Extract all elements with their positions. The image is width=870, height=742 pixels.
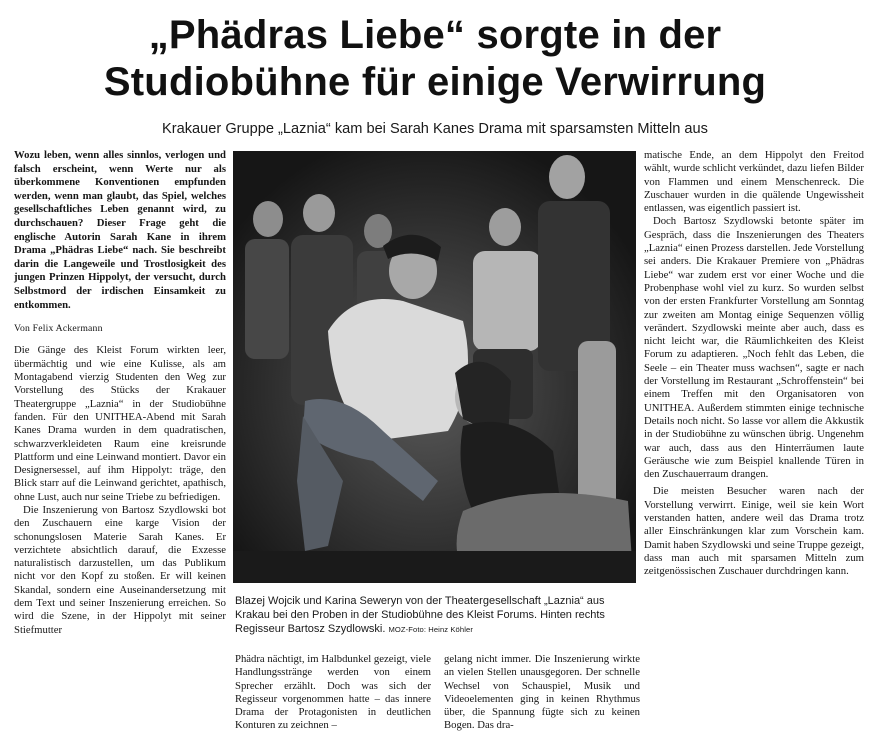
- photo: [233, 151, 636, 583]
- column-middle-right: [444, 653, 640, 733]
- subheadline: Krakauer Gruppe „Laznia“ kam bei Sarah Kanes Drama mit sparsamsten Mitteln aus: [162, 121, 708, 137]
- article-intro: Wozu leben, wenn alles sinnlos, verlogen und falsch erscheint, wenn Werte nur als überkommene Konventionen empfunden werden, wenn man glaubt, das Spiel, welches gesellschaftliches Leben genannt wird, zu durchschauen? Dieser Frage geht die englische Autorin Sarah Kane in ihrem Drama „Phädras Liebe“ nach. Sie beschreibt darin die Langeweile und Trostlosigkeit des jungen Prinzen Hippolyt, der versucht, durch Selbstmord der irdischen Einsamkeit zu entkommen.: [14, 149, 226, 311]
- col1-paragraph-1: Die Gänge des Kleist Forum wirkten leer, übermächtig und wie eine Kulisse, als am Montagabend vierzig Studenten den Weg zur Vorstellung des Stücks der Krakauer Theatergruppe „Laznia“ in der Studiobühne fanden. Für den UNITHEA-Abend mit Sarah Kanes Drama wurden in dem quadratischen, schwarzverkleideten Raum eine kreisrunde Plattform und eine Leinwand montiert. Davor ein Designersessel, auf ihm Hippolyt: träge, den Blick starr auf die Leinwand gerichtet, apathisch, ohne Lust, auch nur seine Triebe zu befriedigen.: [14, 344, 226, 503]
- col3-paragraph-1: matische Ende, an dem Hippolyt den Freitod wählt, wurde schlicht verkündet, dazu liefen Bilder von Flammen und einem Menschenreck. Die Zuschauer wurden in die quälende Ungewissheit entlassen, was eigentlich passiert ist.: [644, 149, 864, 215]
- column-right: [644, 149, 864, 579]
- headline-line-1: „Phädras Liebe“ sorgte in der: [148, 13, 722, 57]
- headline: [0, 12, 870, 106]
- photo-image: [233, 151, 636, 583]
- column-middle-left: [235, 653, 431, 733]
- headline-line-2: Studiobühne für einige Verwirrung: [103, 60, 767, 104]
- photo-caption: [235, 594, 638, 637]
- col3-paragraph-2: Doch Bartosz Szydlowski betonte später im Gespräch, dass die Inszenierungen des Theaters „Laznia“ einen Prozess darstellen. Jede Vorstellung sei anders. Die Krakauer Premiere von „Phädras Liebe“ war zudem erst vor einer Woche und die Probenphase wohl viel zu kurz. So wurden selbst von der ersten Frankfurter Vorstellung am Sonntag zur zweiten am Montag einige Sequenzen völlig verändert. Szydlowski meinte aber auch, dass es nicht leicht war, die Räumlichkeiten des Kleist Forum zu adaptieren. „Noch fehlt das Leben, die Seele – ein Theater muss wachsen“, sagte er nach der Vorstellung im Restaurant „Schroffenstein“ bei einem Treffen mit den Organisatoren von UNITHEA. Außerdem stimmten einige technische Details noch nicht. So lasse vor allem die Akkustik in der Studiobühne zu wünschen übrig. Ungenehm war auch, dass aus den Hinterräumen laute Geräusche wie zum Beispiel knallende Türen in den Zuschauerraum drangen.: [644, 215, 864, 481]
- caption-text: Blazej Wojcik und Karina Seweryn von der Theatergesellschaft „Laznia“ aus Krakau bei den Proben in der Studiobühne des Kleist Forums. Hinten rechts Regisseur Bartosz Szydlowski.: [235, 595, 605, 635]
- column-left: [14, 149, 226, 637]
- col3-paragraph-3: Die meisten Besucher waren nach der Vorstellung verwirrt. Einige, weil sie kein Wort verstanden hatten, andere weil das Drama trotz aller Einschränkungen klar zum Vorschein kam. Damit haben Szydlowski und seine Truppe gezeigt, dass man auch mit sparsamen Mitteln zum zeitgenössischen Zuschauer durchdringen kann.: [644, 485, 864, 578]
- photo-credit: MOZ-Foto: Heinz Köhler: [388, 625, 473, 634]
- col2a-text: Phädra nächtigt, im Halbdunkel gezeigt, viele Handlungsstränge werden von einem Sprecher erzählt. Doch was sich der Regisseur vorgenommen hatte – das innere Drama der Protagonisten in deutlichen Konturen zu zeichnen –: [235, 653, 431, 732]
- byline: Von Felix Ackermann: [14, 323, 103, 335]
- col1-paragraph-2: Die Inszenierung von Bartosz Szydlowski bot den Zuschauern eine karge Vision der schonungslosen Materie Sarah Kanes. Er verzichtete absichtlich darauf, die Exzesse naturalistisch darzustellen, um das Publikum nicht vor den Kopf zu stoßen. Er will keinen Skandal, sondern eine Auseinandersetzung mit dem Text und seiner Inszenierung erreichen. So wird die Szene, in der Hippolyt mit seiner Stiefmutter: [14, 503, 226, 636]
- col2b-text: gelang nicht immer. Die Inszenierung wirkte an vielen Stellen unausgegoren. Der schnelle Wechsel von Schauspiel, Musik und Videoelementen ging in keinen Rhythmus über, die Spannung fügte sich zu keinen Bogen. Das dra-: [444, 653, 640, 732]
